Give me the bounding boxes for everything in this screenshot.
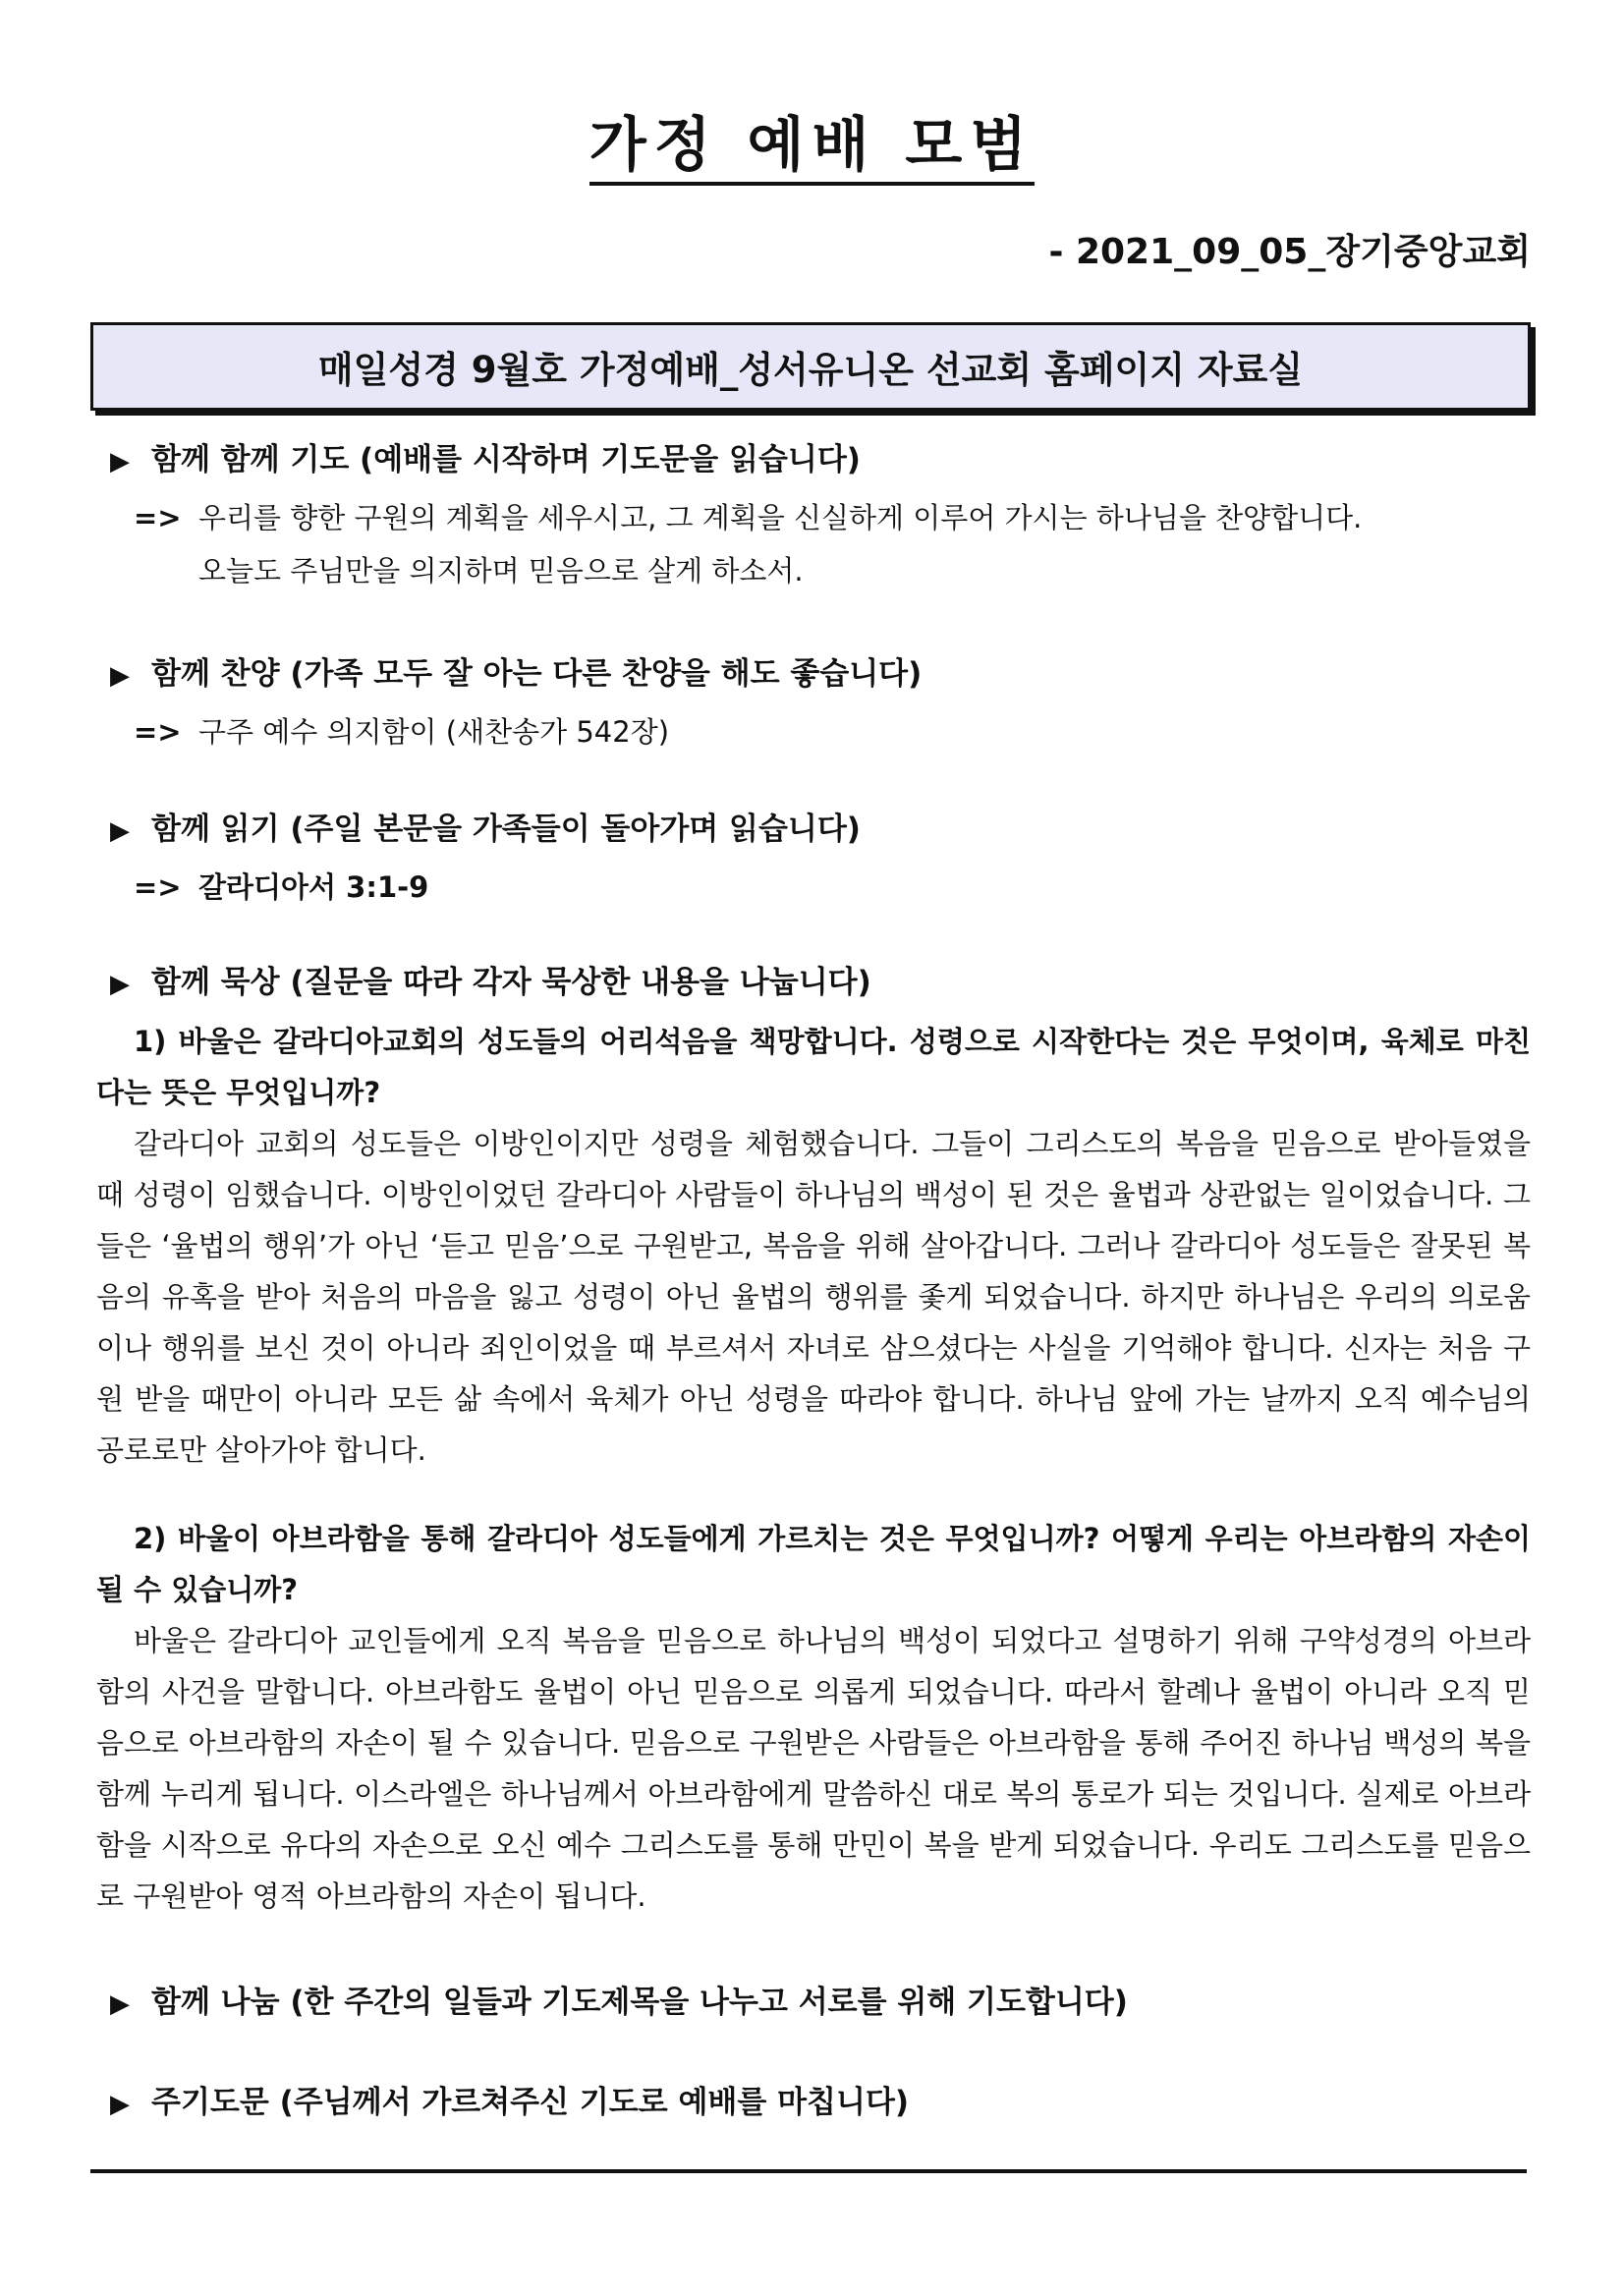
meditation-answer-2: 바울은 갈라디아 교인들에게 오직 복음을 믿음으로 하나님의 백성이 되었다고 설명하기 위해 구약성경의 아브라함의 사건을 말합니다. 아브라함도 율법이 아닌 믿음으로 의롭게 되었습니다. 따라서 할례나 율법이 아니라 오직 믿음으로 아브라함의 자손이 될 수 있습니다. 믿음으로 구원받은 사람들은 아브라함을 통해 주어진 하나님 백성의 복을 함께 누리게 됩니다. 이스라엘은 하나님께서 아브라함에게 말씀하신 대로 복의 통로가 되는 것입니다. 실제로 아브라함을 시작으로 유다의 자손으로 오신 예수 그리스도를 통해 만민이 복을 받게 되었습니다. 우리도 그리스도를 믿음으로 구원받아 영적 아브라함의 자손이 됩니다. [96,1624,1531,1913]
title-text: 가정 예배 모범 [589,111,1036,186]
arrow-marker: => [134,501,182,534]
praise-heading-text: 함께 찬양 (가족 모두 잘 아는 다른 찬양을 해도 좋습니다) [151,656,923,692]
praise-heading [110,652,922,698]
lords-prayer-heading-text: 주기도문 (주님께서 가르쳐주신 기도로 예배를 마칩니다) [151,2085,910,2120]
praise-line-1 [134,711,669,753]
triangle-right-icon: ▶ [110,661,130,691]
prayer-heading [110,438,861,483]
meditation-heading-text: 함께 묵상 (질문을 따라 각자 묵상한 내용을 나눕니다) [151,965,871,1000]
arrow-marker: => [134,870,182,904]
reading-heading [110,808,861,853]
lords-prayer-heading [110,2081,909,2126]
prayer-line-1 [134,497,1362,538]
meditation-heading [110,961,871,1006]
meditation-question-1: 1) 바울은 갈라디아교회의 성도들의 어리석음을 책망합니다. 성령으로 시작한다는 것은 무엇이며, 육체로 마친다는 뜻은 무엇입니까? [96,1025,1531,1109]
praise-text-1: 구주 예수 의지함이 (새찬송가 542장) [198,715,670,749]
reading-line-1 [134,867,428,908]
meditation-question-2: 2) 바울이 아브라함을 통해 갈라디아 성도들에게 가르치는 것은 무엇입니까? 어떻게 우리는 아브라함의 자손이 될 수 있습니까? [96,1522,1531,1606]
sharing-heading [110,1981,1128,2026]
page-title [0,106,1624,185]
triangle-right-icon: ▶ [110,1989,130,2019]
prayer-heading-text: 함께 함께 기도 (예배를 시작하며 기도문을 읽습니다) [151,442,861,477]
bottom-divider [90,2169,1527,2173]
triangle-right-icon: ▶ [110,2090,130,2119]
triangle-right-icon: ▶ [110,970,130,999]
source-banner [90,322,1531,411]
reading-heading-text: 함께 읽기 (주일 본문을 가족들이 돌아가며 읽습니다) [151,812,861,847]
triangle-right-icon: ▶ [110,447,130,476]
reading-text-1: 갈라디아서 3:1-9 [198,870,429,904]
arrow-marker: => [134,715,182,749]
meditation-answer-1: 갈라디아 교회의 성도들은 이방인이지만 성령을 체험했습니다. 그들이 그리스도의 복음을 믿음으로 받아들였을 때 성령이 임했습니다. 이방인이었던 갈라디아 사람들이 하나님의 백성이 된 것은 율법과 상관없는 일이었습니다. 그들은 ‘율법의 행위’가 아닌 ‘듣고 믿음’으로 구원받고, 복음을 위해 살아갑니다. 그러나 갈라디아 성도들은 잘못된 복음의 유혹을 받아 처음의 마음을 잃고 성령이 아닌 율법의 행위를 좇게 되었습니다. 하지만 하나님은 우리의 의로움이나 행위를 보신 것이 아니라 죄인이었을 때 부르셔서 자녀로 삼으셨다는 사실을 기억해야 합니다. 신자는 처음 구원 받을 때만이 아니라 모든 삶 속에서 육체가 아닌 성령을 따라야 합니다. 하나님 앞에 가는 날까지 오직 예수님의 공로로만 살아가야 합니다. [96,1127,1531,1467]
sharing-heading-text: 함께 나눔 (한 주간의 일들과 기도제목을 나누고 서로를 위해 기도합니다) [151,1985,1128,2020]
triangle-right-icon: ▶ [110,816,130,846]
banner-text: 매일성경 9월호 가정예배_성서유니온 선교회 홈페이지 자료실 [317,349,1304,391]
prayer-line-2: 오늘도 주님만을 의지하며 믿음으로 살게 하소서. [198,554,804,588]
prayer-text-1: 우리를 향한 구원의 계획을 세우시고, 그 계획을 신실하게 이루어 가시는 하나님을 찬양합니다. [198,501,1363,534]
date-line: - 2021_09_05_장기중앙교회 [1048,232,1531,272]
